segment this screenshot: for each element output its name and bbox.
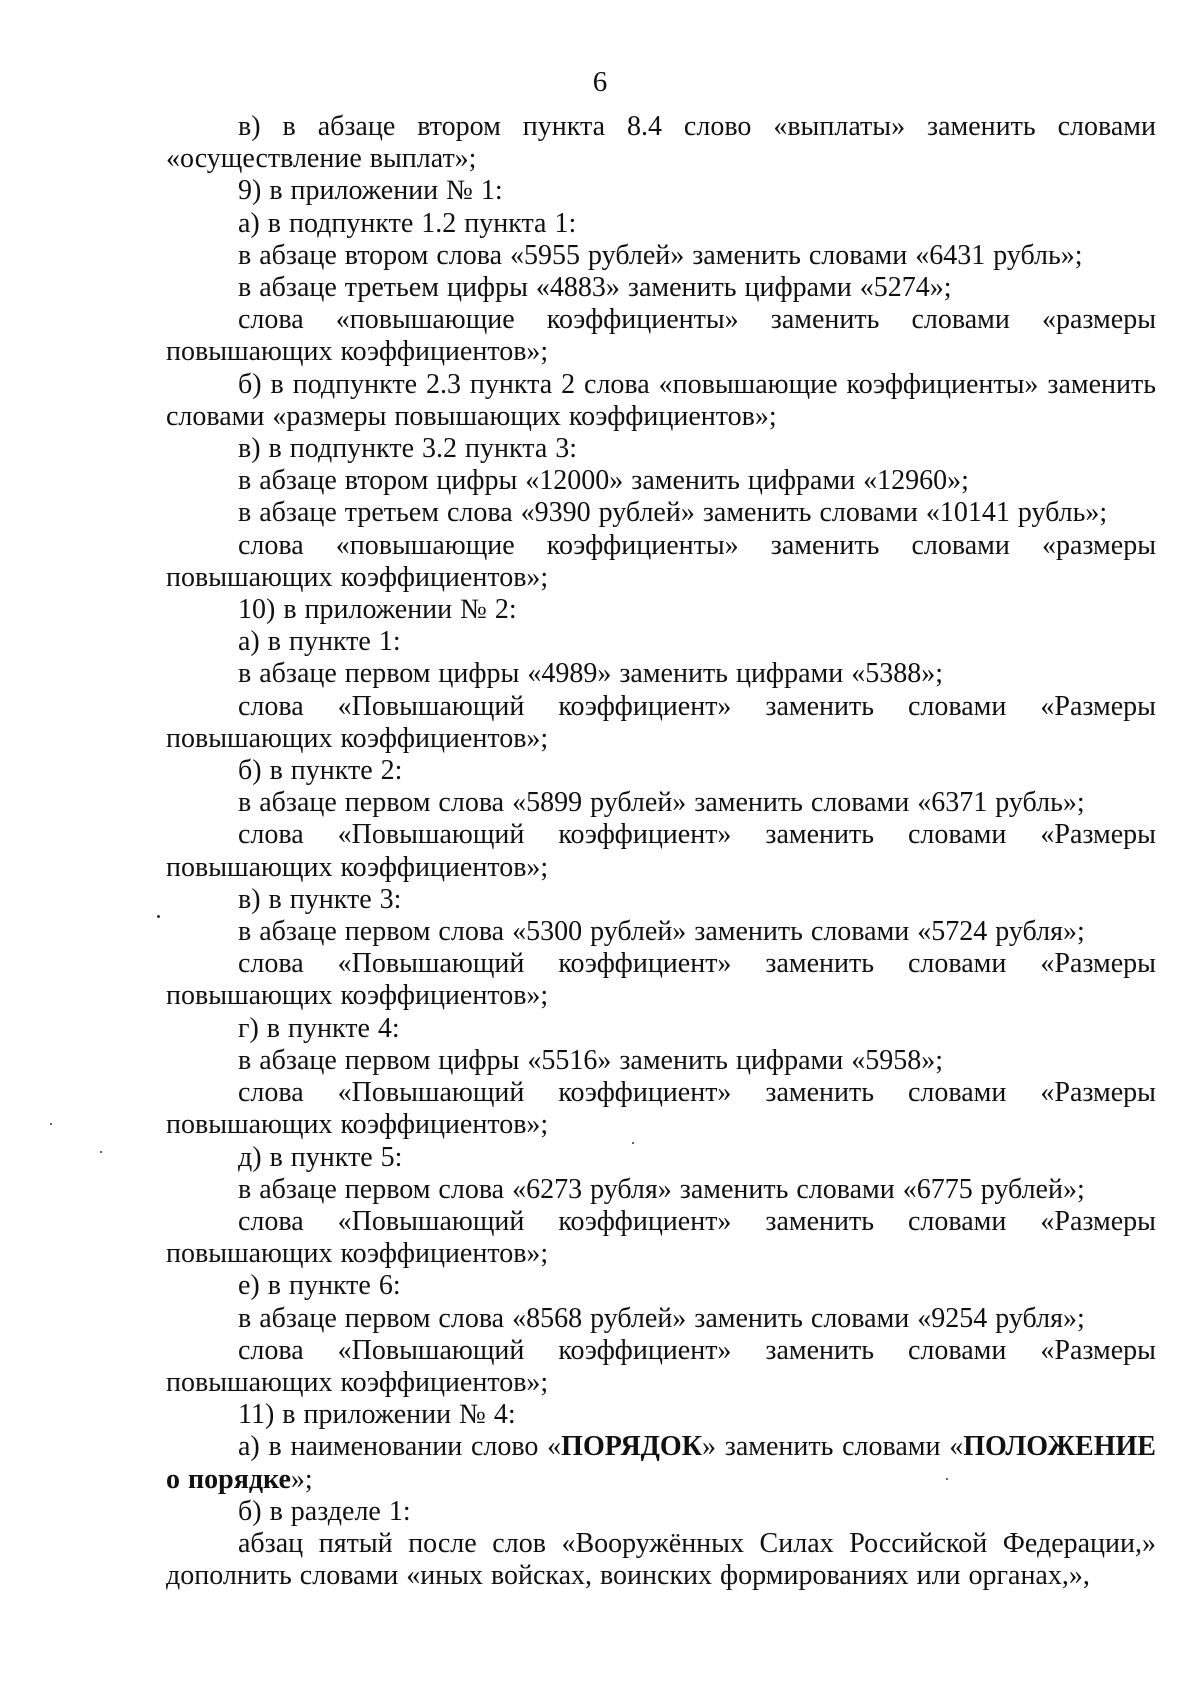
paragraph-11a-suffix: »; bbox=[290, 1463, 313, 1495]
paragraph: в абзаце третьем цифры «4883» заменить цифрами «5274»; bbox=[238, 272, 952, 304]
paragraph-11a-prefix: а) в наименовании слово « bbox=[238, 1431, 562, 1463]
paragraph: а) в подпункте 1.2 пункта 1: bbox=[238, 207, 577, 239]
paragraph: е) в пункте 6: bbox=[238, 1270, 401, 1302]
paragraph-11a bbox=[166, 1431, 1156, 1495]
paragraph: 9) в приложении № 1: bbox=[238, 175, 503, 207]
page-number: 6 bbox=[592, 66, 608, 98]
paragraph: а) в пункте 1: bbox=[238, 626, 401, 658]
bold-new-title: ПОЛОЖЕНИЕ о порядке bbox=[166, 1431, 1156, 1495]
paragraph: слова «Повышающий коэффициент» заменить словами «Размеры повышающих коэффициентов»; bbox=[166, 948, 1156, 1012]
paragraph: в) в пункте 3: bbox=[238, 883, 402, 915]
paragraph: в абзаце первом цифры «4989» заменить цифрами «5388»; bbox=[238, 658, 943, 690]
paragraph: в) в абзаце втором пункта 8.4 слово «выплаты» заменить словами «осуществление выплат»; bbox=[166, 111, 1156, 175]
scan-speck bbox=[946, 1478, 948, 1480]
paragraph: в абзаце первом слова «8568 рублей» заменить словами «9254 рубля»; bbox=[238, 1302, 1085, 1334]
paragraph: в) в подпункте 3.2 пункта 3: bbox=[238, 433, 578, 465]
paragraph: д) в пункте 5: bbox=[238, 1141, 403, 1173]
paragraph: слова «Повышающий коэффициент» заменить словами «Размеры повышающих коэффициентов»; bbox=[166, 1205, 1156, 1270]
bold-old-title: ПОРЯДОК bbox=[561, 1431, 703, 1463]
paragraph: в абзаце третьем слова «9390 рублей» заменить словами «10141 рубль»; bbox=[238, 497, 1108, 529]
paragraph: 10) в приложении № 2: bbox=[238, 594, 517, 626]
paragraph: в абзаце втором слова «5955 рублей» заменить словами «6431 рубль»; bbox=[238, 239, 1083, 271]
paragraph: б) в подпункте 2.3 пункта 2 слова «повышающие коэффициенты» заменить словами «размеры повышающих коэффициентов»; bbox=[166, 368, 1156, 432]
paragraph: слова «Повышающий коэффициент» заменить словами «Размеры повышающих коэффициентов»; bbox=[166, 1334, 1156, 1398]
paragraph: б) в разделе 1: bbox=[238, 1495, 411, 1527]
paragraph: б) в пункте 2: bbox=[238, 755, 403, 787]
paragraph: в абзаце первом слова «6273 рубля» заменить словами «6775 рублей»; bbox=[238, 1173, 1085, 1205]
paragraph: абзац пятый после слов «Вооружённых Силах Российской Федерации,» дополнить словами «иных войсках, воинских формированиях или органах,», bbox=[166, 1527, 1156, 1592]
scan-speck bbox=[100, 1151, 102, 1153]
paragraph: в абзаце первом цифры «5516» заменить цифрами «5958»; bbox=[238, 1044, 943, 1076]
paragraph: слова «повышающие коэффициенты» заменить словами «размеры повышающих коэффициентов»; bbox=[166, 304, 1156, 368]
paragraph: в абзаце первом слова «5300 рублей» заменить словами «5724 рубля»; bbox=[238, 916, 1085, 948]
paragraph: слова «повышающие коэффициенты» заменить словами «размеры повышающих коэффициентов»; bbox=[166, 529, 1156, 593]
scan-speck bbox=[632, 1142, 634, 1144]
paragraph-11a-middle: » заменить словами « bbox=[702, 1431, 964, 1463]
document-body bbox=[166, 111, 1156, 1592]
paragraph: в абзаце втором цифры «12000» заменить цифрами «12960»; bbox=[238, 465, 969, 497]
paragraph: слова «Повышающий коэффициент» заменить словами «Размеры повышающих коэффициентов»; bbox=[166, 819, 1156, 883]
paragraph: в абзаце первом слова «5899 рублей» заменить словами «6371 рубль»; bbox=[238, 787, 1085, 819]
paragraph: г) в пункте 4: bbox=[238, 1012, 400, 1044]
scan-speck bbox=[157, 915, 160, 918]
paragraph: слова «Повышающий коэффициент» заменить словами «Размеры повышающих коэффициентов»; bbox=[166, 1077, 1156, 1141]
paragraph: 11) в приложении № 4: bbox=[238, 1399, 516, 1431]
scan-speck bbox=[50, 1123, 52, 1125]
paragraph: слова «Повышающий коэффициент» заменить словами «Размеры повышающих коэффициентов»; bbox=[166, 690, 1156, 754]
